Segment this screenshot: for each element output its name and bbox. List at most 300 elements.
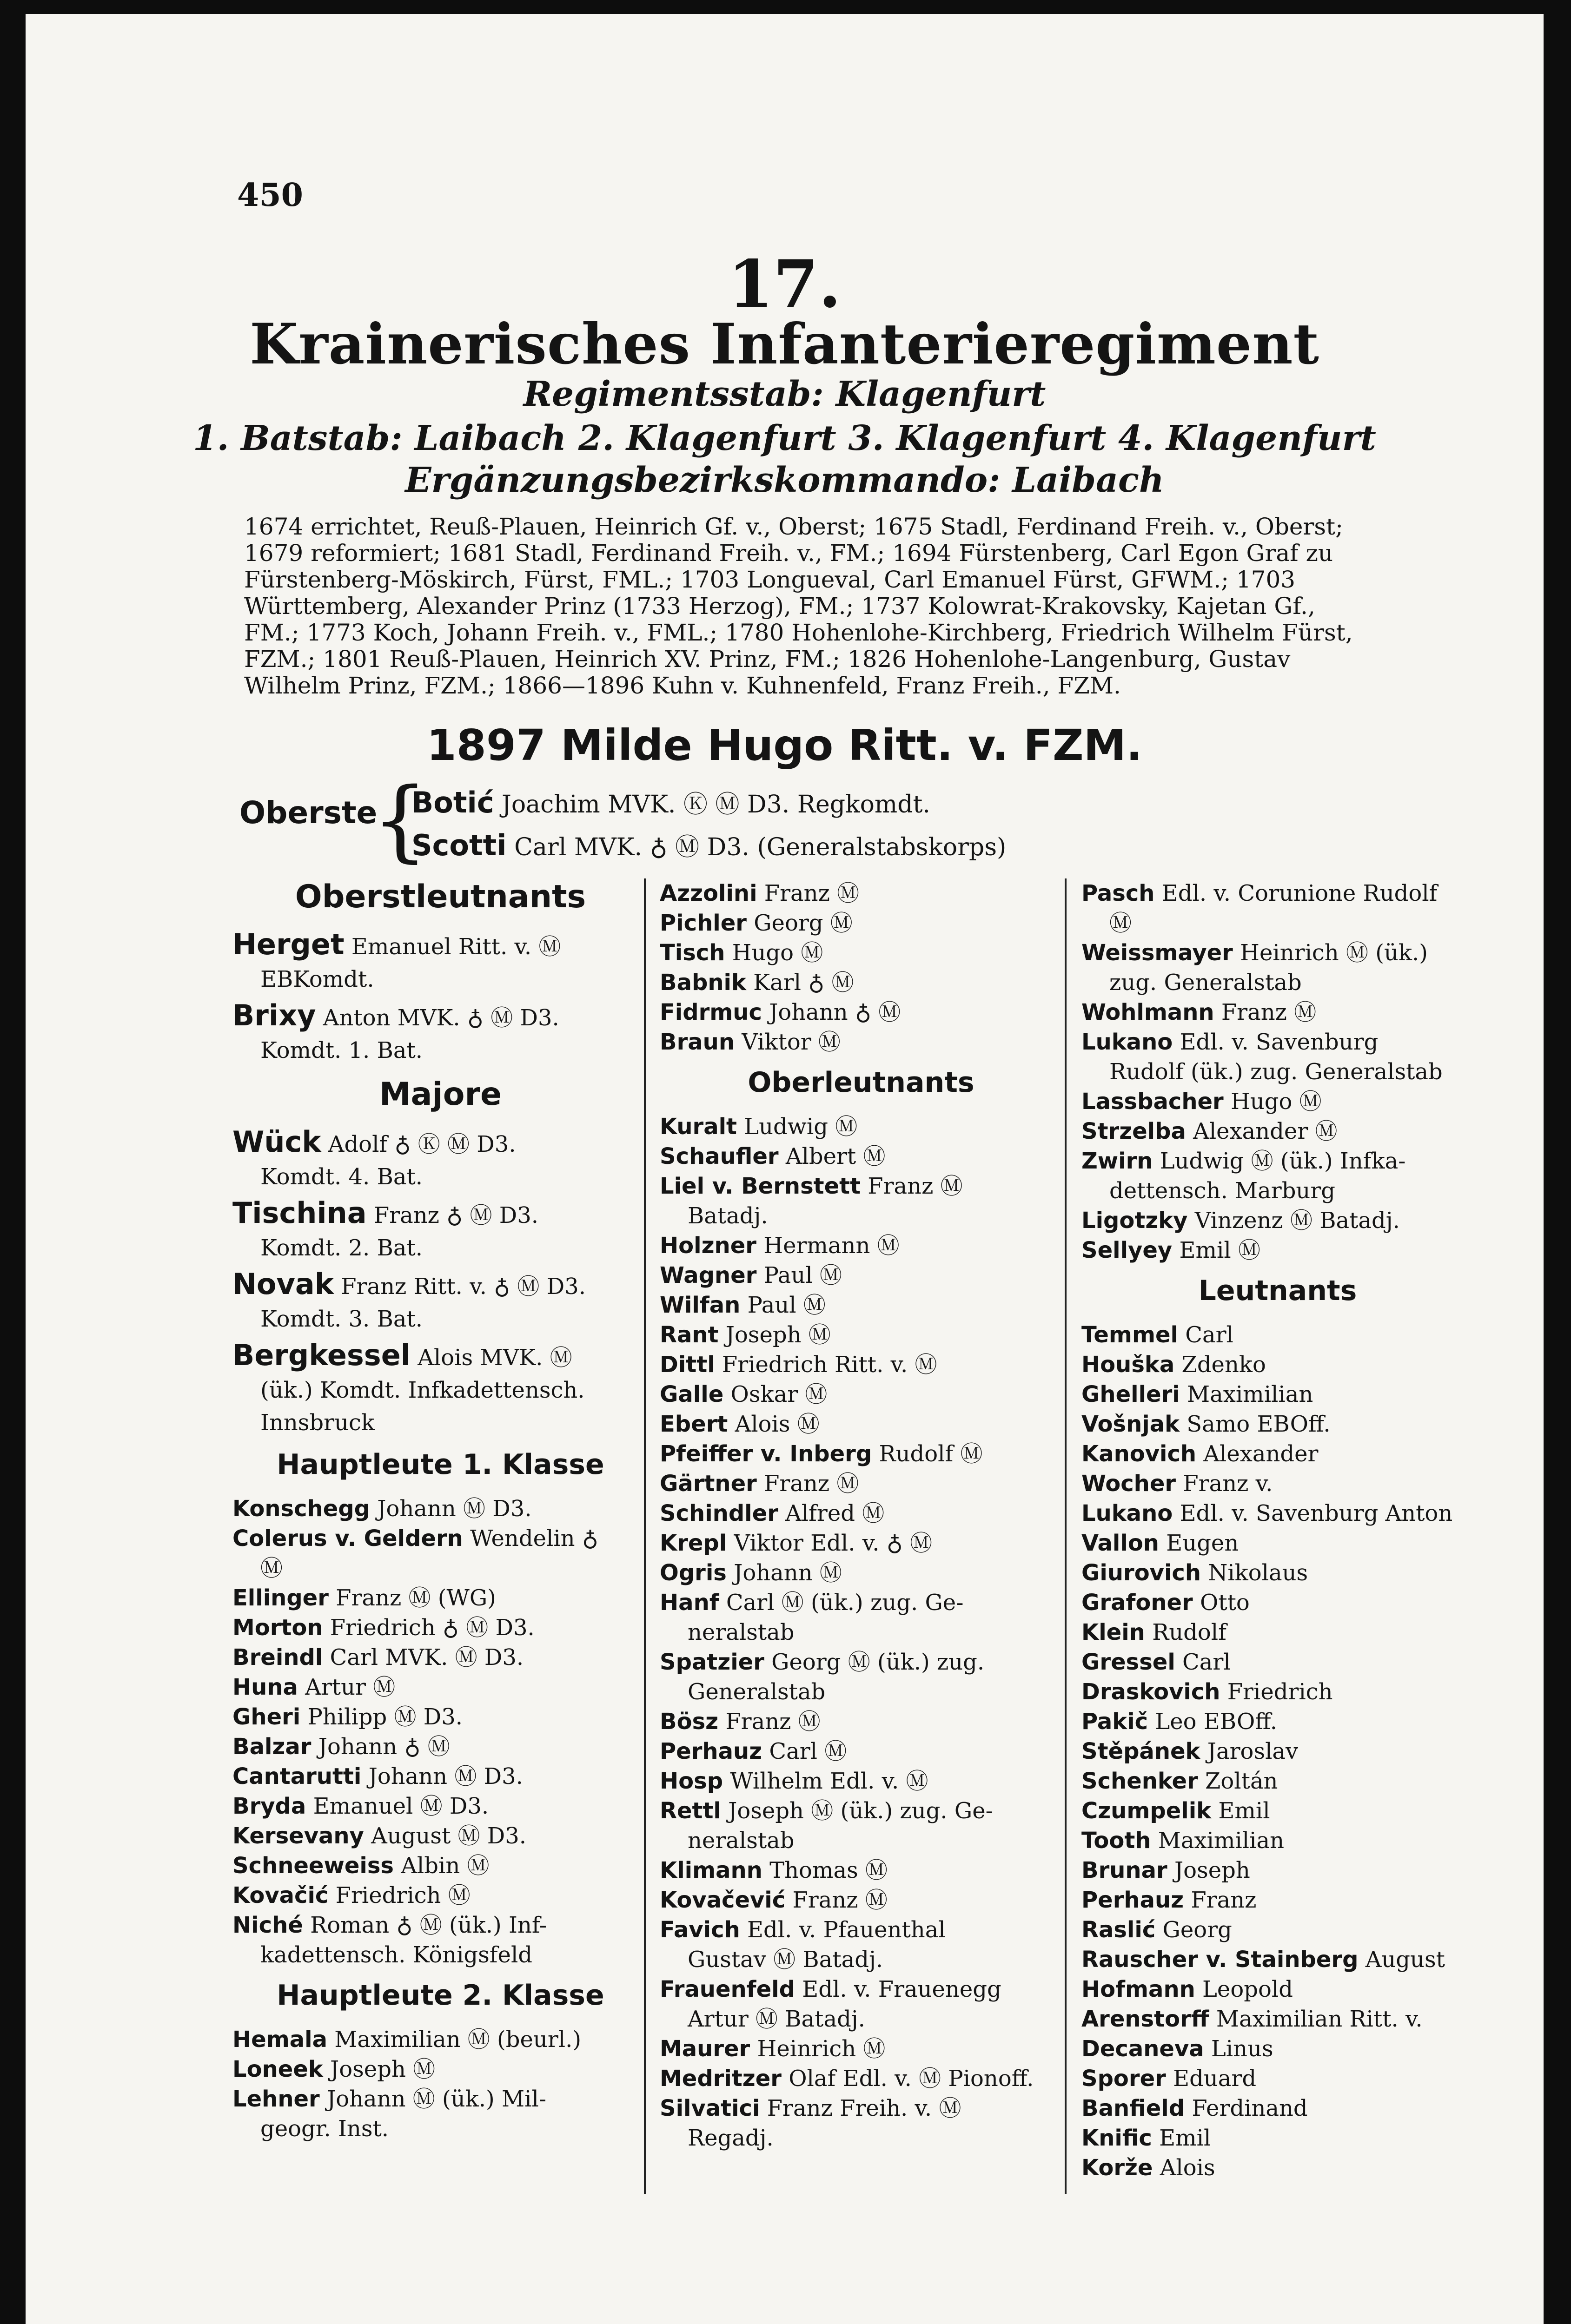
roster-entry xyxy=(660,1290,1062,1320)
roster-entry xyxy=(1081,2034,1474,2064)
hauptleute-2-list xyxy=(232,2025,649,2144)
officer-surname: Medritzer xyxy=(660,2066,782,2092)
officer-surname: Wück xyxy=(232,1125,321,1159)
roster-entry xyxy=(1081,2004,1474,2034)
officer-surname: Morton xyxy=(232,1615,323,1641)
officer-surname: Czumpelik xyxy=(1081,1798,1212,1824)
colonel-entry xyxy=(411,827,1006,862)
officer-details: Alexander xyxy=(1203,1441,1319,1467)
roster-entry xyxy=(660,1974,1062,2034)
roster-entry xyxy=(660,938,1062,968)
roster-entry xyxy=(660,1380,1062,1409)
officer-details-continued: Ⓜ xyxy=(260,1555,283,1581)
officer-details: Carl Ⓜ (ük.) zug. Ge- xyxy=(726,1590,964,1616)
officer-details: Anton MVK. ♁ Ⓜ D3. xyxy=(323,1005,559,1031)
roster-entry xyxy=(660,1796,1062,1855)
roster-entry xyxy=(660,1915,1062,1974)
officer-details-continued: Batadj. xyxy=(688,1203,768,1229)
officer-surname: Korže xyxy=(1081,2155,1153,2181)
officer-details: Franz Ⓜ xyxy=(725,1709,821,1735)
roster-entry xyxy=(660,2093,1062,2153)
officer-details: Emil Ⓜ xyxy=(1179,1237,1260,1263)
roster-entry xyxy=(232,1732,649,1762)
roster-entry xyxy=(232,1881,649,1910)
roster-entry xyxy=(232,1851,649,1881)
roster-entry xyxy=(232,2054,649,2084)
officer-details-continued: Ⓜ xyxy=(1109,910,1132,936)
roster-entry xyxy=(232,1821,649,1851)
officer-surname: Bryda xyxy=(232,1793,306,1819)
colonels-title: Oberste xyxy=(239,795,378,831)
officer-details: Wilhelm Edl. v. Ⓜ xyxy=(730,1768,928,1794)
officer-surname: Schindler xyxy=(660,1500,778,1526)
officer-details: Samo EBOff. xyxy=(1187,1411,1331,1437)
history-line: FZM.; 1801 Reuß-Plauen, Heinrich XV. Prinz, FM.; 1826 Hohenlohe-Langenburg, Gustav xyxy=(244,646,1291,673)
officer-details: August Ⓜ D3. xyxy=(371,1823,527,1849)
brace-symbol: { xyxy=(372,769,428,872)
officer-surname: Grafoner xyxy=(1081,1590,1193,1616)
right-column xyxy=(1065,878,1474,2194)
officer-details: Franz Ⓜ xyxy=(792,1887,888,1913)
roster-entry xyxy=(1081,1766,1474,1796)
officer-details: August xyxy=(1365,1947,1445,1973)
officer-details-continued: Komdt. 3. Bat. xyxy=(260,1306,423,1332)
officer-surname: Lassbacher xyxy=(1081,1089,1224,1115)
roster-entry xyxy=(660,1558,1062,1588)
roster-entry xyxy=(660,997,1062,1027)
officer-details: Franz Ⓜ xyxy=(1221,999,1317,1025)
officer-surname: Bergkessel xyxy=(232,1338,411,1372)
officer-details-continued: Artur Ⓜ Batadj. xyxy=(688,2006,865,2032)
officer-details: Thomas Ⓜ xyxy=(769,1857,888,1883)
roster-entry xyxy=(1081,1974,1474,2004)
officer-surname: Rant xyxy=(660,1322,719,1348)
battalion-line: 1. Batstab: Laibach 2. Klagenfurt 3. Klagenfurt 4. Klagenfurt xyxy=(193,418,1376,458)
officer-details: Emanuel Ⓜ D3. xyxy=(313,1793,489,1819)
officer-details-continued: Komdt. 4. Bat. xyxy=(260,1164,423,1190)
officer-details: Carl MVK. Ⓜ D3. xyxy=(330,1644,524,1670)
officer-details: Johann Ⓜ xyxy=(734,1560,842,1586)
roster-entry xyxy=(1081,1528,1474,1558)
officer-details: Franz Ⓜ (WG) xyxy=(336,1585,496,1611)
staff-line: Regimentsstab: Klagenfurt xyxy=(523,374,1046,414)
roster-entry xyxy=(660,1766,1062,1796)
officer-details: Johann Ⓜ (ük.) Mil- xyxy=(326,2086,547,2112)
majore-list xyxy=(232,1126,649,1439)
roster-entry xyxy=(1081,1027,1474,1087)
officer-surname: Frauenfeld xyxy=(660,1976,795,2002)
officer-details: Artur Ⓜ xyxy=(305,1674,396,1700)
officer-surname: Konschegg xyxy=(232,1496,370,1522)
roster-entry xyxy=(232,2084,649,2144)
officer-details: Albert Ⓜ xyxy=(785,1143,886,1169)
section-title-hauptleute-1: Hauptleute 1. Klasse xyxy=(277,1448,604,1481)
officer-details: Adolf ♁ Ⓚ Ⓜ D3. xyxy=(328,1131,516,1157)
officer-surname: Arenstorff xyxy=(1081,2006,1209,2032)
roster-entry xyxy=(1081,1736,1474,1766)
officer-surname: Knific xyxy=(1081,2125,1152,2151)
officer-surname: Ghelleri xyxy=(1081,1381,1180,1407)
left-column xyxy=(232,878,649,2144)
officer-surname: Colerus v. Geldern xyxy=(232,1525,463,1552)
history-line: Fürstenberg-Möskirch, Fürst, FML.; 1703 Longueval, Carl Emanuel Fürst, GFWM.; 1703 xyxy=(244,566,1296,593)
officer-details: Franz Ⓜ xyxy=(764,880,860,906)
roster-entry xyxy=(1081,997,1474,1027)
roster-entry xyxy=(1081,1707,1474,1736)
roster-entry xyxy=(660,2034,1062,2064)
roster-entry xyxy=(1081,2123,1474,2153)
officer-details: Emil xyxy=(1218,1798,1270,1824)
officer-surname: Niché xyxy=(232,1912,303,1938)
roster-entry xyxy=(1081,1885,1474,1915)
officer-details: Paul Ⓜ xyxy=(747,1292,826,1318)
officer-surname: Fidrmuc xyxy=(660,999,762,1025)
leutnants-list xyxy=(1081,1320,1474,2183)
roster-entry xyxy=(660,1528,1062,1558)
officer-details: Karl ♁ Ⓜ xyxy=(753,970,854,996)
officer-details: Edl. v. Corunione Rudolf xyxy=(1161,880,1438,906)
roster-entry xyxy=(660,2064,1062,2093)
roster-entry xyxy=(232,1910,649,1970)
roster-entry xyxy=(660,1409,1062,1439)
roster-entry xyxy=(1081,1087,1474,1116)
officer-surname: Babnik xyxy=(660,970,746,996)
officer-details: Franz Freih. v. Ⓜ xyxy=(767,2095,961,2121)
roster-entry xyxy=(660,968,1062,997)
officer-surname: Raslić xyxy=(1081,1917,1156,1943)
roster-entry xyxy=(232,1339,649,1439)
section-title-majore: Majore xyxy=(379,1076,502,1113)
officer-surname: Lehner xyxy=(232,2086,320,2112)
officer-surname: Galle xyxy=(660,1381,724,1407)
roster-entry xyxy=(232,1643,649,1672)
officer-details: Alois xyxy=(1160,2155,1215,2181)
officer-surname: Cantarutti xyxy=(232,1763,362,1789)
roster-entry xyxy=(660,1171,1062,1231)
officer-details: Maximilian xyxy=(1158,1828,1284,1854)
officer-surname: Gheri xyxy=(232,1704,301,1730)
officer-surname: Huna xyxy=(232,1674,298,1700)
officer-surname: Kovačević xyxy=(660,1887,786,1913)
officer-surname: Wagner xyxy=(660,1262,757,1288)
roster-entry xyxy=(1081,1320,1474,1350)
officer-surname: Pasch xyxy=(1081,880,1155,906)
officer-details: Friedrich Ⓜ xyxy=(335,1882,471,1908)
officer-details: Emil xyxy=(1159,2125,1211,2151)
officer-details: Alexander Ⓜ xyxy=(1193,1118,1338,1144)
officer-surname: Favich xyxy=(660,1917,740,1943)
officer-surname: Schenker xyxy=(1081,1768,1198,1794)
officer-details: Vinzenz Ⓜ Batadj. xyxy=(1194,1208,1400,1234)
roster-entry xyxy=(660,1588,1062,1647)
officer-details: Ludwig Ⓜ (ük.) Infka- xyxy=(1160,1148,1406,1174)
officer-surname: Liel v. Bernstett xyxy=(660,1173,861,1199)
officer-surname: Braun xyxy=(660,1029,735,1055)
officer-details: Linus xyxy=(1211,2036,1273,2062)
roster-entry xyxy=(1081,1558,1474,1588)
officer-details: Johann ♁ Ⓜ xyxy=(318,1734,450,1760)
roster-entry xyxy=(660,1439,1062,1469)
officer-surname: Maurer xyxy=(660,2036,750,2062)
roster-entry xyxy=(1081,1499,1474,1528)
officer-details: Franz Ⓜ xyxy=(764,1471,859,1497)
officer-details: Rudolf xyxy=(1152,1619,1226,1645)
officer-details-continued: Komdt. 2. Bat. xyxy=(260,1235,423,1261)
hauptleute-1-list xyxy=(232,1494,649,1970)
roster-entry xyxy=(660,878,1062,908)
roster-entry xyxy=(660,1647,1062,1707)
officer-details: Maximilian Ritt. v. xyxy=(1216,2006,1423,2032)
officer-details: Ferdinand xyxy=(1192,2095,1308,2121)
roster-entry xyxy=(1081,1146,1474,1206)
roster-entry xyxy=(1081,1439,1474,1469)
colonel-name: Scotti xyxy=(411,828,507,862)
officer-surname: Ligotzky xyxy=(1081,1208,1188,1234)
officer-surname: Klein xyxy=(1081,1619,1145,1645)
officer-details: Eugen xyxy=(1166,1530,1239,1556)
colonel-details: Joachim MVK. Ⓚ Ⓜ D3. Regkomdt. xyxy=(502,791,930,819)
officer-details: Hermann Ⓜ xyxy=(763,1233,900,1259)
officer-surname: Loneek xyxy=(232,2056,323,2082)
officer-surname: Brixy xyxy=(232,998,316,1032)
officer-surname: Hosp xyxy=(660,1768,723,1794)
officer-surname: Ellinger xyxy=(232,1585,329,1611)
district-line: Ergänzungsbezirkskommando: Laibach xyxy=(405,460,1164,500)
roster-entry xyxy=(660,908,1062,938)
officer-surname: Houška xyxy=(1081,1352,1175,1378)
colonel-name: Botić xyxy=(411,786,494,819)
officer-details: Alois MVK. Ⓜ xyxy=(418,1345,572,1371)
officer-surname: Kersevany xyxy=(232,1823,364,1849)
officer-surname: Zwirn xyxy=(1081,1148,1153,1174)
officer-details: Georg xyxy=(1162,1917,1232,1943)
roster-entry xyxy=(1081,1855,1474,1885)
regiment-number: 17. xyxy=(728,246,842,323)
officer-details: Edl. v. Savenburg xyxy=(1180,1029,1379,1055)
officer-surname: Weissmayer xyxy=(1081,940,1233,966)
officer-surname: Kovačić xyxy=(232,1882,329,1908)
oberleutnants-list xyxy=(660,1112,1062,2153)
roster-entry xyxy=(1081,2153,1474,2183)
officer-surname: Banfield xyxy=(1081,2095,1185,2121)
officer-details: Paul Ⓜ xyxy=(763,1262,842,1288)
officer-details: Heinrich Ⓜ xyxy=(757,2036,886,2062)
officer-details: Olaf Edl. v. Ⓜ Pionoff. xyxy=(789,2066,1034,2092)
officer-details: Philipp Ⓜ D3. xyxy=(307,1704,463,1730)
officer-details: Joseph xyxy=(1174,1857,1250,1883)
officer-surname: Perhauz xyxy=(660,1738,762,1764)
officer-details: Alois Ⓜ xyxy=(735,1411,820,1437)
officer-details: Viktor Ⓜ xyxy=(742,1029,841,1055)
officer-surname: Wilfan xyxy=(660,1292,741,1318)
roster-entry xyxy=(232,1702,649,1732)
roster-entry xyxy=(1081,1469,1474,1499)
officer-surname: Tischina xyxy=(232,1196,367,1230)
officer-details-continued: neralstab xyxy=(688,1619,795,1645)
officer-surname: Wocher xyxy=(1081,1471,1176,1497)
roster-entry xyxy=(1081,938,1474,997)
roster-entry xyxy=(660,1885,1062,1915)
roster-entry xyxy=(1081,2093,1474,2123)
middle-column xyxy=(644,878,1062,2194)
officer-surname: Spatzier xyxy=(660,1649,764,1675)
roster-entry xyxy=(660,1027,1062,1057)
officer-surname: Tisch xyxy=(660,940,725,966)
officer-details-continued: kadettensch. Königsfeld xyxy=(260,1942,533,1968)
roster-entry xyxy=(660,1350,1062,1380)
officer-details-continued: zug. Generalstab xyxy=(1109,970,1302,996)
history-line: Württemberg, Alexander Prinz (1733 Herzog), FM.; 1737 Kolowrat-Krakovsky, Kajetan Gf., xyxy=(244,593,1315,620)
officer-details-continued: Innsbruck xyxy=(260,1410,375,1436)
officer-details: Maximilian Ⓜ (beurl.) xyxy=(334,2027,582,2053)
officer-surname: Herget xyxy=(232,927,345,961)
officer-details: Edl. v. Savenburg Anton xyxy=(1180,1500,1453,1526)
roster-entry xyxy=(232,1126,649,1193)
officer-surname: Temmel xyxy=(1081,1322,1178,1348)
officer-details-continued: Generalstab xyxy=(688,1679,826,1705)
officer-details: Hugo Ⓜ xyxy=(1230,1089,1322,1115)
officer-surname: Strzelba xyxy=(1081,1118,1186,1144)
roster-entry xyxy=(1081,1915,1474,1945)
officer-details: Jaroslav xyxy=(1207,1738,1299,1764)
officer-details-continued: dettensch. Marburg xyxy=(1109,1178,1335,1204)
officer-details: Friedrich ♁ Ⓜ D3. xyxy=(330,1615,535,1641)
officer-surname: Lukano xyxy=(1081,1029,1173,1055)
officer-details-continued: Regadj. xyxy=(688,2125,774,2151)
roster-entry xyxy=(1081,1588,1474,1618)
officer-details: Joseph Ⓜ xyxy=(330,2056,436,2082)
roster-entry xyxy=(232,1583,649,1613)
officer-surname: Perhauz xyxy=(1081,1887,1184,1913)
officer-details-continued: Gustav Ⓜ Batadj. xyxy=(688,1947,883,1973)
officer-surname: Ogris xyxy=(660,1560,727,1586)
officer-details: Albin Ⓜ xyxy=(401,1853,490,1879)
officer-details: Wendelin ♁ xyxy=(470,1525,598,1552)
section-title-leutnants: Leutnants xyxy=(1198,1274,1357,1307)
colonel-entry xyxy=(411,785,930,819)
officer-details: Edl. v. Pfauenthal xyxy=(747,1917,946,1943)
officer-surname: Azzolini xyxy=(660,880,757,906)
roster-entry xyxy=(660,1320,1062,1350)
colonel-details: Carl MVK. ♁ Ⓜ D3. (Generalstabskorps) xyxy=(514,833,1007,861)
officer-details: Alfred Ⓜ xyxy=(785,1500,885,1526)
roster-entry xyxy=(1081,1409,1474,1439)
officer-surname: Kuralt xyxy=(660,1114,737,1140)
roster-entry xyxy=(1081,1618,1474,1647)
officer-surname: Klimann xyxy=(660,1857,762,1883)
officer-details: Franz v. xyxy=(1183,1471,1273,1497)
officer-surname: Brunar xyxy=(1081,1857,1167,1883)
roster-entry xyxy=(660,1707,1062,1736)
officer-surname: Silvatici xyxy=(660,2095,760,2121)
officer-surname: Giurovich xyxy=(1081,1560,1201,1586)
officer-surname: Holzner xyxy=(660,1233,756,1259)
officer-surname: Kanovich xyxy=(1081,1441,1197,1467)
roster-entry xyxy=(660,1112,1062,1142)
history-line: 1674 errichtet, Reuß-Plauen, Heinrich Gf. v., Oberst; 1675 Stadl, Ferdinand Freih. v., Oberst; xyxy=(244,513,1343,540)
officer-surname: Pichler xyxy=(660,910,747,936)
roster-entry xyxy=(232,999,649,1067)
roster-entry xyxy=(232,1524,649,1583)
officer-surname: Bösz xyxy=(660,1709,719,1735)
roster-entry xyxy=(660,1231,1062,1261)
history-line: Wilhelm Prinz, FZM.; 1866—1896 Kuhn v. Kuhnenfeld, Franz Freih., FZM. xyxy=(244,672,1121,699)
officer-details: Heinrich Ⓜ (ük.) xyxy=(1240,940,1428,966)
roster-entry xyxy=(232,928,649,996)
officer-details: Franz ♁ Ⓜ D3. xyxy=(373,1202,539,1228)
officer-details: Joseph Ⓜ xyxy=(725,1322,831,1348)
roster-entry xyxy=(232,2025,649,2054)
officer-details: Oskar Ⓜ xyxy=(730,1381,828,1407)
roster-entry xyxy=(660,1855,1062,1885)
officer-surname: Sellyey xyxy=(1081,1237,1173,1263)
officer-surname: Ebert xyxy=(660,1411,728,1437)
officer-details: Viktor Edl. v. ♁ Ⓜ xyxy=(734,1530,933,1556)
section-title-oberstleutnants: Oberstleutnants xyxy=(295,878,586,915)
officer-details-continued: (ük.) Komdt. Infkadettensch. xyxy=(260,1377,585,1403)
officer-surname: Gressel xyxy=(1081,1649,1175,1675)
officer-details: Eduard xyxy=(1173,2066,1257,2092)
officer-details-continued: geogr. Inst. xyxy=(260,2116,389,2142)
officer-details: Carl Ⓜ xyxy=(769,1738,847,1764)
page-number: 450 xyxy=(237,177,303,214)
roster-entry xyxy=(1081,1350,1474,1380)
officer-details: Carl xyxy=(1182,1649,1231,1675)
officer-details: Roman ♁ Ⓜ (ük.) Inf- xyxy=(310,1912,547,1938)
roster-entry xyxy=(660,1736,1062,1766)
officer-surname: Pakič xyxy=(1081,1709,1148,1735)
officer-details: Leo EBOff. xyxy=(1155,1709,1278,1735)
officer-surname: Novak xyxy=(232,1267,334,1301)
section-title-hauptleute-2: Hauptleute 2. Klasse xyxy=(277,1979,604,2012)
officer-details-continued: neralstab xyxy=(688,1828,795,1854)
officer-surname: Balzar xyxy=(232,1734,312,1760)
officer-surname: Breindl xyxy=(232,1644,323,1670)
roster-entry xyxy=(1081,1796,1474,1826)
roster-entry xyxy=(232,1268,649,1335)
officer-details: Maximilian xyxy=(1187,1381,1313,1407)
officer-details: Zoltán xyxy=(1205,1768,1278,1794)
officer-surname: Pfeiffer v. Inberg xyxy=(660,1441,872,1467)
roster-entry xyxy=(1081,2064,1474,2093)
officer-surname: Sporer xyxy=(1081,2066,1166,2092)
roster-entry xyxy=(232,1494,649,1524)
roster-entry xyxy=(1081,1380,1474,1409)
officer-details: Edl. v. Frauenegg xyxy=(802,1976,1001,2002)
roster-entry xyxy=(232,1613,649,1643)
officer-details: Johann Ⓜ D3. xyxy=(368,1763,523,1789)
officer-details-continued: Rudolf (ük.) zug. Generalstab xyxy=(1109,1059,1443,1085)
roster-entry xyxy=(1081,1235,1474,1265)
regiment-owner: 1897 Milde Hugo Ritt. v. FZM. xyxy=(426,720,1143,770)
officer-details: Franz Ritt. v. ♁ Ⓜ D3. xyxy=(341,1274,586,1300)
officer-details: Georg Ⓜ (ük.) zug. xyxy=(771,1649,985,1675)
officer-details: Leopold xyxy=(1202,1976,1293,2002)
officer-surname: Gärtner xyxy=(660,1471,757,1497)
roster-entry xyxy=(232,1762,649,1791)
officer-details: Nikolaus xyxy=(1208,1560,1308,1586)
officer-surname: Decaneva xyxy=(1081,2036,1204,2062)
roster-entry xyxy=(660,1261,1062,1290)
regiment-name: Krainerisches Infanterieregiment xyxy=(250,311,1319,377)
roster-entry xyxy=(1081,1826,1474,1855)
officer-surname: Hofmann xyxy=(1081,1976,1195,2002)
officer-details: Carl xyxy=(1185,1322,1233,1348)
officer-details: Franz Ⓜ xyxy=(868,1173,963,1199)
officer-surname: Hanf xyxy=(660,1590,719,1616)
roster-entry xyxy=(660,1142,1062,1171)
book-page xyxy=(26,14,1544,2324)
